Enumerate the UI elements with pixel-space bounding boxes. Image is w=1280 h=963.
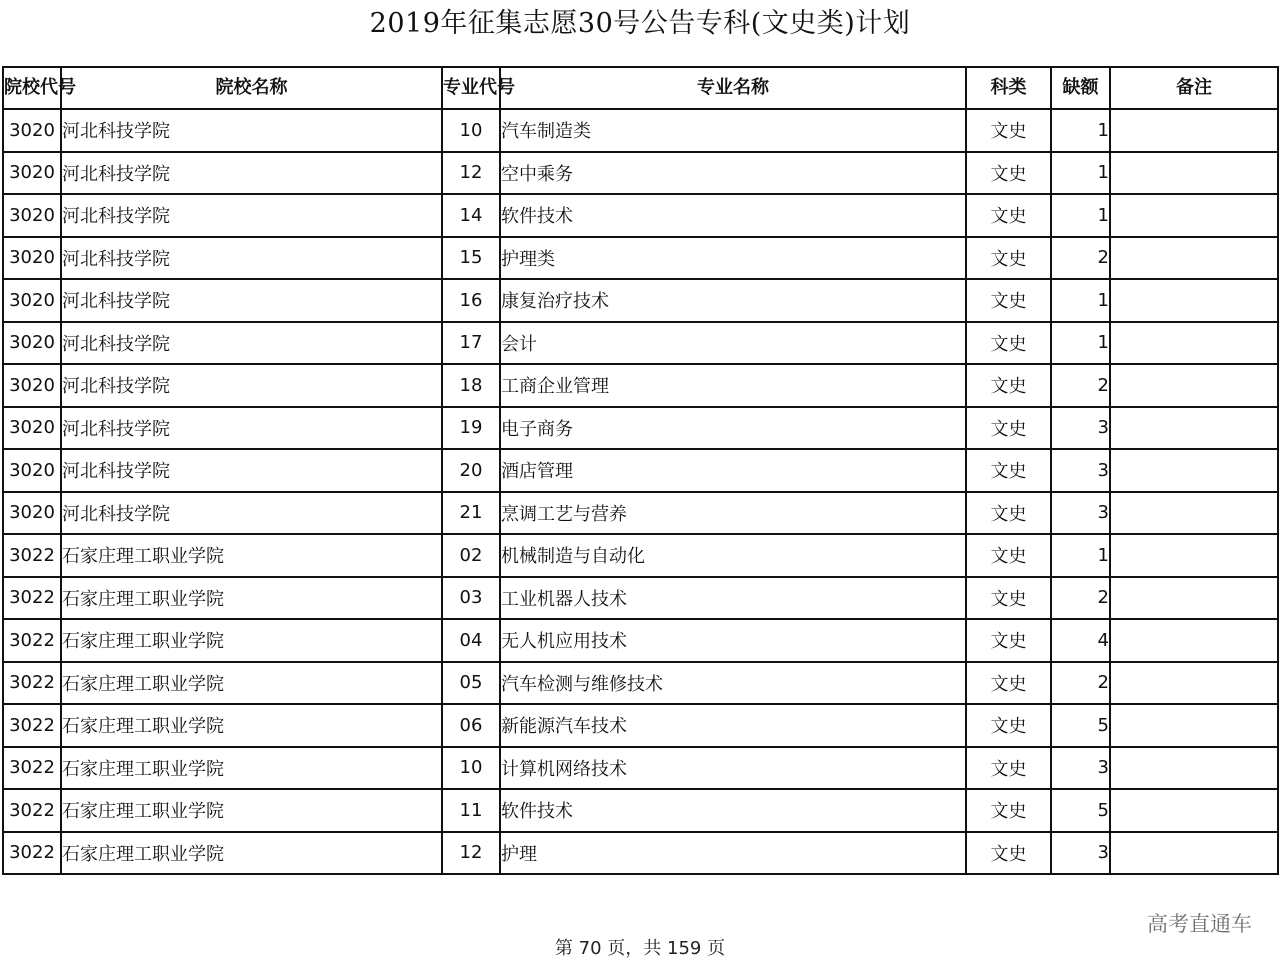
cell-major-name: 康复治疗技术: [500, 279, 966, 322]
cell-school-code: 3020: [3, 237, 61, 280]
cell-type: 文史: [966, 279, 1051, 322]
cell-major-name: 酒店管理: [500, 449, 966, 492]
cell-type: 文史: [966, 449, 1051, 492]
table-row: [3, 619, 1278, 662]
table-row: [3, 364, 1278, 407]
cell-school-code: 3022: [3, 704, 61, 747]
cell-major-name: 汽车制造类: [500, 109, 966, 152]
cell-school-code: 3020: [3, 492, 61, 535]
table-row: [3, 662, 1278, 705]
header-note: 备注: [1110, 67, 1278, 109]
cell-school-name: 河北科技学院: [61, 322, 442, 365]
cell-school-name: 河北科技学院: [61, 279, 442, 322]
cell-school-code: 3022: [3, 662, 61, 705]
cell-gap: 3: [1051, 492, 1110, 535]
cell-major-code: 16: [442, 279, 500, 322]
cell-school-code: 3020: [3, 407, 61, 450]
cell-school-name: 河北科技学院: [61, 109, 442, 152]
cell-school-code: 3022: [3, 747, 61, 790]
header-school-code: 院校代号: [3, 67, 61, 109]
cell-note: [1110, 662, 1278, 705]
cell-school-name: 河北科技学院: [61, 407, 442, 450]
cell-school-name: 石家庄理工职业学院: [61, 662, 442, 705]
cell-type: 文史: [966, 577, 1051, 620]
cell-major-code: 10: [442, 747, 500, 790]
cell-note: [1110, 449, 1278, 492]
cell-major-name: 新能源汽车技术: [500, 704, 966, 747]
cell-school-name: 石家庄理工职业学院: [61, 534, 442, 577]
cell-major-code: 11: [442, 789, 500, 832]
cell-gap: 1: [1051, 109, 1110, 152]
cell-type: 文史: [966, 704, 1051, 747]
cell-major-code: 21: [442, 492, 500, 535]
table-row: [3, 279, 1278, 322]
cell-major-name: 机械制造与自动化: [500, 534, 966, 577]
cell-school-code: 3022: [3, 577, 61, 620]
table-row: [3, 704, 1278, 747]
cell-school-code: 3022: [3, 619, 61, 662]
cell-major-code: 18: [442, 364, 500, 407]
cell-school-code: 3020: [3, 449, 61, 492]
cell-gap: 5: [1051, 704, 1110, 747]
cell-major-name: 护理类: [500, 237, 966, 280]
cell-school-code: 3020: [3, 279, 61, 322]
cell-note: [1110, 364, 1278, 407]
cell-school-name: 河北科技学院: [61, 364, 442, 407]
cell-note: [1110, 492, 1278, 535]
watermark-text: 高考直通车: [1147, 912, 1252, 936]
page-title: 2019年征集志愿30号公告专科(文史类)计划: [369, 8, 911, 39]
cell-major-name: 汽车检测与维修技术: [500, 662, 966, 705]
cell-gap: 1: [1051, 322, 1110, 365]
cell-school-name: 河北科技学院: [61, 237, 442, 280]
cell-major-code: 02: [442, 534, 500, 577]
cell-gap: 1: [1051, 152, 1110, 195]
cell-note: [1110, 577, 1278, 620]
cell-major-name: 电子商务: [500, 407, 966, 450]
cell-major-name: 计算机网络技术: [500, 747, 966, 790]
cell-gap: 2: [1051, 662, 1110, 705]
cell-school-name: 石家庄理工职业学院: [61, 747, 442, 790]
cell-type: 文史: [966, 152, 1051, 195]
table-row: [3, 152, 1278, 195]
cell-school-code: 3020: [3, 109, 61, 152]
cell-gap: 5: [1051, 789, 1110, 832]
cell-major-code: 05: [442, 662, 500, 705]
cell-major-code: 12: [442, 832, 500, 875]
cell-gap: 1: [1051, 194, 1110, 237]
cell-school-code: 3020: [3, 152, 61, 195]
table-row: [3, 407, 1278, 450]
cell-major-name: 工业机器人技术: [500, 577, 966, 620]
table-row: [3, 109, 1278, 152]
cell-school-name: 石家庄理工职业学院: [61, 789, 442, 832]
cell-school-code: 3022: [3, 832, 61, 875]
cell-type: 文史: [966, 534, 1051, 577]
table-header-row: [3, 67, 1278, 109]
cell-gap: 2: [1051, 237, 1110, 280]
cell-type: 文史: [966, 109, 1051, 152]
page-number: 第 70 页，共 159 页: [554, 938, 726, 959]
cell-type: 文史: [966, 747, 1051, 790]
cell-note: [1110, 322, 1278, 365]
cell-school-name: 石家庄理工职业学院: [61, 577, 442, 620]
cell-type: 文史: [966, 237, 1051, 280]
table-row: [3, 492, 1278, 535]
cell-note: [1110, 279, 1278, 322]
table-row: [3, 577, 1278, 620]
table-row: [3, 322, 1278, 365]
table-row: [3, 789, 1278, 832]
cell-school-code: 3022: [3, 534, 61, 577]
cell-note: [1110, 152, 1278, 195]
cell-major-code: 04: [442, 619, 500, 662]
cell-major-code: 15: [442, 237, 500, 280]
cell-type: 文史: [966, 832, 1051, 875]
cell-school-name: 石家庄理工职业学院: [61, 619, 442, 662]
cell-note: [1110, 534, 1278, 577]
table-row: [3, 194, 1278, 237]
cell-school-name: 河北科技学院: [61, 194, 442, 237]
cell-major-code: 10: [442, 109, 500, 152]
cell-gap: 4: [1051, 619, 1110, 662]
cell-gap: 2: [1051, 364, 1110, 407]
header-major-code: 专业代号: [442, 67, 500, 109]
cell-gap: 2: [1051, 577, 1110, 620]
enrollment-plan-table: [2, 66, 1279, 875]
cell-type: 文史: [966, 789, 1051, 832]
header-type: 科类: [966, 67, 1051, 109]
cell-type: 文史: [966, 407, 1051, 450]
cell-major-name: 护理: [500, 832, 966, 875]
cell-type: 文史: [966, 194, 1051, 237]
cell-school-code: 3020: [3, 194, 61, 237]
table-body: [3, 109, 1278, 874]
cell-major-name: 烹调工艺与营养: [500, 492, 966, 535]
table-row: [3, 449, 1278, 492]
cell-type: 文史: [966, 322, 1051, 365]
cell-school-code: 3020: [3, 364, 61, 407]
cell-gap: 1: [1051, 534, 1110, 577]
cell-type: 文史: [966, 662, 1051, 705]
cell-major-name: 无人机应用技术: [500, 619, 966, 662]
cell-school-name: 河北科技学院: [61, 449, 442, 492]
table-row: [3, 534, 1278, 577]
cell-type: 文史: [966, 619, 1051, 662]
header-gap: 缺额: [1051, 67, 1110, 109]
cell-major-code: 12: [442, 152, 500, 195]
cell-school-name: 石家庄理工职业学院: [61, 832, 442, 875]
cell-school-name: 河北科技学院: [61, 492, 442, 535]
cell-type: 文史: [966, 364, 1051, 407]
cell-note: [1110, 832, 1278, 875]
cell-major-name: 工商企业管理: [500, 364, 966, 407]
cell-note: [1110, 704, 1278, 747]
cell-gap: 3: [1051, 747, 1110, 790]
cell-major-code: 19: [442, 407, 500, 450]
cell-gap: 3: [1051, 407, 1110, 450]
cell-note: [1110, 747, 1278, 790]
cell-major-name: 会计: [500, 322, 966, 365]
cell-note: [1110, 789, 1278, 832]
cell-school-name: 石家庄理工职业学院: [61, 704, 442, 747]
cell-note: [1110, 237, 1278, 280]
table-row: [3, 747, 1278, 790]
header-major-name: 专业名称: [500, 67, 966, 109]
table-row: [3, 832, 1278, 875]
cell-gap: 3: [1051, 449, 1110, 492]
cell-major-name: 空中乘务: [500, 152, 966, 195]
cell-gap: 1: [1051, 279, 1110, 322]
table-row: [3, 237, 1278, 280]
cell-note: [1110, 109, 1278, 152]
cell-major-code: 20: [442, 449, 500, 492]
cell-major-name: 软件技术: [500, 194, 966, 237]
cell-type: 文史: [966, 492, 1051, 535]
cell-note: [1110, 194, 1278, 237]
cell-note: [1110, 407, 1278, 450]
cell-major-code: 03: [442, 577, 500, 620]
cell-school-code: 3022: [3, 789, 61, 832]
cell-major-code: 17: [442, 322, 500, 365]
cell-major-name: 软件技术: [500, 789, 966, 832]
cell-school-name: 河北科技学院: [61, 152, 442, 195]
header-school-name: 院校名称: [61, 67, 442, 109]
cell-gap: 3: [1051, 832, 1110, 875]
cell-note: [1110, 619, 1278, 662]
cell-school-code: 3020: [3, 322, 61, 365]
cell-major-code: 14: [442, 194, 500, 237]
cell-major-code: 06: [442, 704, 500, 747]
